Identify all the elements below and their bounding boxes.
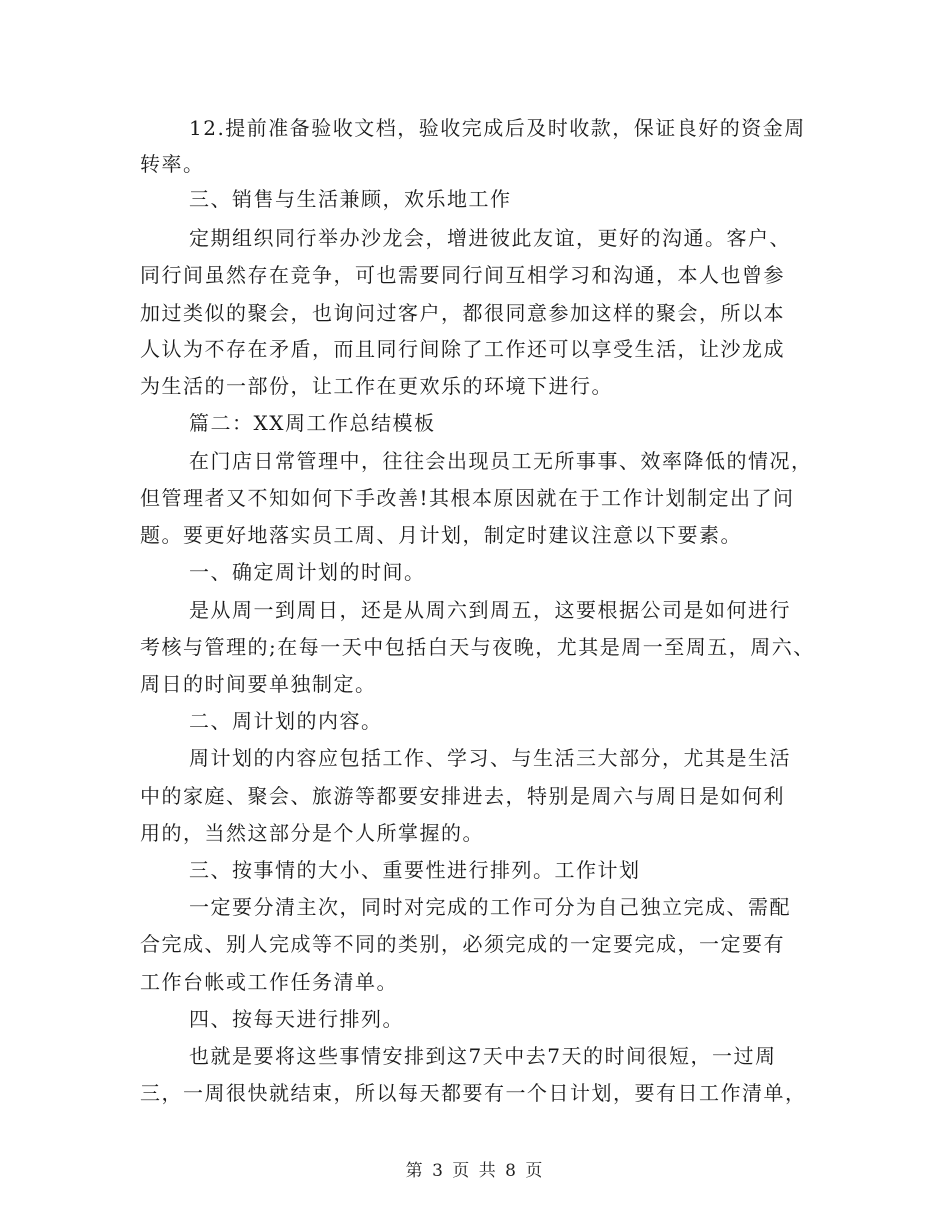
text-line: 用的，当然这部分是个人所掌握的。 <box>140 821 484 845</box>
text-line: 在门店日常管理中，往往会出现员工无所事事、效率降低的情况， <box>189 449 813 473</box>
text-line: 定期组织同行举办沙龙会，增进彼此友谊，更好的沟通。客户、 <box>189 226 791 250</box>
text-line: 加过类似的聚会，也询问过客户，都很同意参加这样的聚会，所以本 <box>140 301 785 325</box>
text-line: 同行间虽然存在竞争，可也需要同行间互相学习和沟通，本人也曾参 <box>140 263 785 287</box>
text-line: 工作台帐或工作任务清单。 <box>140 970 398 994</box>
text-line: 周计划的内容应包括工作、学习、与生活三大部分，尤其是生活 <box>189 746 791 770</box>
text-line: 是从周一到周日，还是从周六到周五，这要根据公司是如何进行 <box>189 598 791 622</box>
text-line: 中的家庭、聚会、旅游等都要安排进去，特别是周六与周日是如何利 <box>140 784 785 808</box>
section-heading: 二、周计划的内容。 <box>189 709 383 733</box>
text-line: 考核与管理的;在每一天中包括白天与夜晚，尤其是周一至周五，周六、 <box>140 635 815 659</box>
text-line: 12.提前准备验收文档，验收完成后及时收款，保证良好的资金周 <box>189 116 806 140</box>
section-heading: 一、确定周计划的时间。 <box>189 560 426 584</box>
page-number: 第 3 页 共 8 页 <box>405 1161 545 1181</box>
text-line: 周日的时间要单独制定。 <box>140 672 377 696</box>
section-heading: 三、销售与生活兼顾，欢乐地工作 <box>189 187 512 211</box>
section-heading: 三、按事情的大小、重要性进行排列。工作计划 <box>189 858 641 882</box>
text-line: 一定要分清主次，同时对完成的工作可分为自己独立完成、需配 <box>189 895 791 919</box>
text-line: 转率。 <box>140 152 205 176</box>
text-line: 为生活的一部份，让工作在更欢乐的环境下进行。 <box>140 374 613 398</box>
text-line: 题。要更好地落实员工周、月计划，制定时建议注意以下要素。 <box>140 523 742 547</box>
section-heading: 四、按每天进行排列。 <box>189 1007 404 1031</box>
section-heading: 篇二：XX周工作总结模板 <box>189 411 436 435</box>
text-line: 三，一周很快就结束，所以每天都要有一个日计划，要有日工作清单， <box>140 1081 807 1105</box>
text-line: 但管理者又不知如何下手改善!其根本原因就在于工作计划制定出了问 <box>140 486 795 510</box>
text-line: 人认为不存在矛盾，而且同行间除了工作还可以享受生活，让沙龙成 <box>140 337 785 361</box>
text-line: 也就是要将这些事情安排到这7天中去7天的时间很短，一过周 <box>189 1044 777 1068</box>
text-line: 合完成、别人完成等不同的类别，必须完成的一定要完成，一定要有 <box>140 932 785 956</box>
